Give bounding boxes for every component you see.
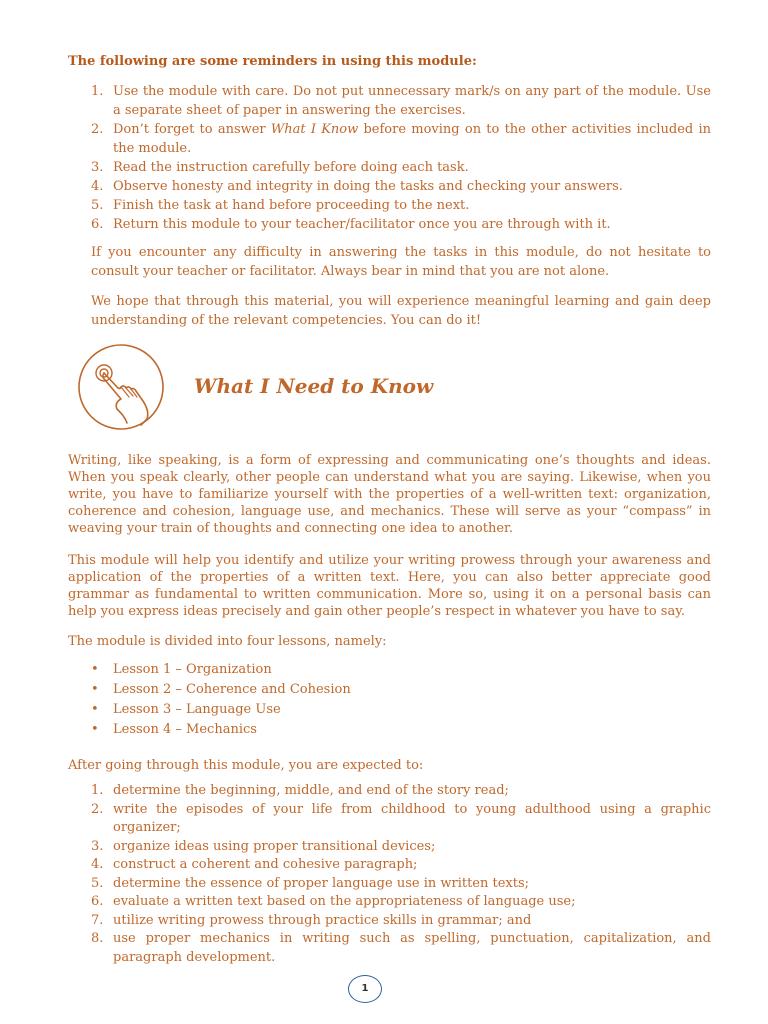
list-number: 6. [91, 894, 104, 909]
lesson-label: Lesson 2 – Coherence and Cohesion [113, 682, 351, 697]
list-item [91, 930, 711, 967]
bullet-icon: • [91, 662, 99, 677]
reminders-heading: The following are some reminders in using this module: [68, 54, 477, 69]
reminders-list [91, 82, 712, 234]
list-item-text: write the episodes of your life from childhood to young adulthood using a graphic organizer; [113, 801, 711, 835]
list-item [91, 120, 712, 158]
list-number: 8. [91, 931, 104, 946]
what-i-know-emphasis: What I Know [270, 122, 359, 137]
list-number: 3. [91, 160, 104, 175]
list-item [91, 82, 711, 120]
list-item [91, 856, 711, 875]
list-item [91, 912, 711, 931]
list-item-text-pre: Don’t forget to answer [113, 122, 271, 137]
list-item-text: determine the beginning, middle, and end of the story read; [113, 783, 509, 798]
list-item-text: Observe honesty and integrity in doing the tasks and checking your answers. [113, 179, 623, 194]
list-item [91, 660, 673, 680]
list-item [91, 801, 711, 838]
list-item [91, 158, 711, 177]
list-item [91, 782, 711, 801]
list-number: 5. [91, 875, 104, 891]
intro-paragraph-2: This module will help you identify and utilize your writing prowess through your awareness and application of the properties of a written text. Here, you can also better appreciate good grammar as fundamental to written communication. More so, using it on a personal basis can help you express ideas precisely and gain other people’s respect in whatever you have to say. [68, 553, 711, 619]
list-item-text: organize ideas using proper transitional devices; [113, 838, 436, 854]
lesson-label: Lesson 1 – Organization [113, 662, 272, 677]
list-item [91, 893, 711, 912]
list-item-text: Read the instruction carefully before doing each task. [113, 160, 469, 175]
list-item-text: evaluate a written text based on the appropriateness of language use; [113, 894, 576, 909]
lesson-label: Lesson 3 – Language Use [113, 702, 281, 717]
bullet-icon: • [91, 722, 99, 737]
lessons-intro: The module is divided into four lessons, namely: [68, 634, 387, 649]
page-number: 1 [348, 975, 382, 1003]
section-title: What I Need to Know [194, 374, 434, 398]
list-item-text: utilize writing prowess through practice skills in grammar; and [113, 912, 532, 928]
list-item-text: construct a coherent and cohesive paragraph; [113, 857, 418, 872]
list-number: 6. [91, 217, 104, 232]
list-item [91, 680, 673, 700]
list-number: 1. [91, 783, 104, 798]
pointing-hand-icon [77, 343, 165, 431]
list-item [91, 875, 711, 894]
list-item-text: Finish the task at hand before proceeding to the next. [113, 198, 470, 213]
list-item-text: determine the essence of proper language use in written texts; [113, 875, 530, 891]
list-number: 5. [91, 198, 104, 213]
list-item [91, 720, 673, 740]
list-item-text: use proper mechanics in writing such as spelling, punctuation, capitalization, and paragraph development. [113, 931, 711, 965]
list-number: 7. [91, 912, 104, 928]
list-item-text: Use the module with care. Do not put unnecessary mark/s on any part of the module. Use a separate sheet of paper in answering the exercises. [113, 84, 711, 118]
list-number: 4. [91, 857, 104, 872]
list-number: 1. [91, 84, 104, 99]
lessons-list [91, 660, 673, 740]
list-item-text-post: before moving on to the other activities included in the module. [113, 122, 712, 156]
objectives-intro: After going through this module, you are expected to: [68, 758, 424, 773]
list-item [91, 177, 711, 196]
list-number: 4. [91, 179, 104, 194]
list-item [91, 700, 673, 720]
lesson-label: Lesson 4 – Mechanics [113, 722, 257, 737]
difficulty-note: If you encounter any difficulty in answering the tasks in this module, do not hesitate to consult your teacher or facilitator. Always bear in mind that you are not alone. [91, 245, 711, 279]
intro-paragraph-1: Writing, like speaking, is a form of expressing and communicating one’s thoughts and ideas. When you speak clearly, other people can understand what you are saying. Likewise, when you write, you have to familiarize yourself with the properties of a well-written text: organization, coherence and cohesion, language use, and mechanics. These will serve as your “compass” in weaving your train of thoughts and connecting one idea to another. [68, 453, 711, 536]
bullet-icon: • [91, 702, 99, 717]
list-number: 2. [91, 122, 104, 137]
list-item [91, 196, 711, 215]
list-number: 3. [91, 838, 104, 854]
list-number: 2. [91, 801, 104, 817]
bullet-icon: • [91, 682, 99, 697]
hope-note: We hope that through this material, you will experience meaningful learning and gain deep understanding of the relevant competencies. You can do it! [91, 294, 711, 328]
list-item [91, 838, 711, 857]
objectives-list [91, 782, 711, 967]
list-item [91, 215, 711, 234]
list-item-text: Return this module to your teacher/facilitator once you are through with it. [113, 217, 611, 232]
